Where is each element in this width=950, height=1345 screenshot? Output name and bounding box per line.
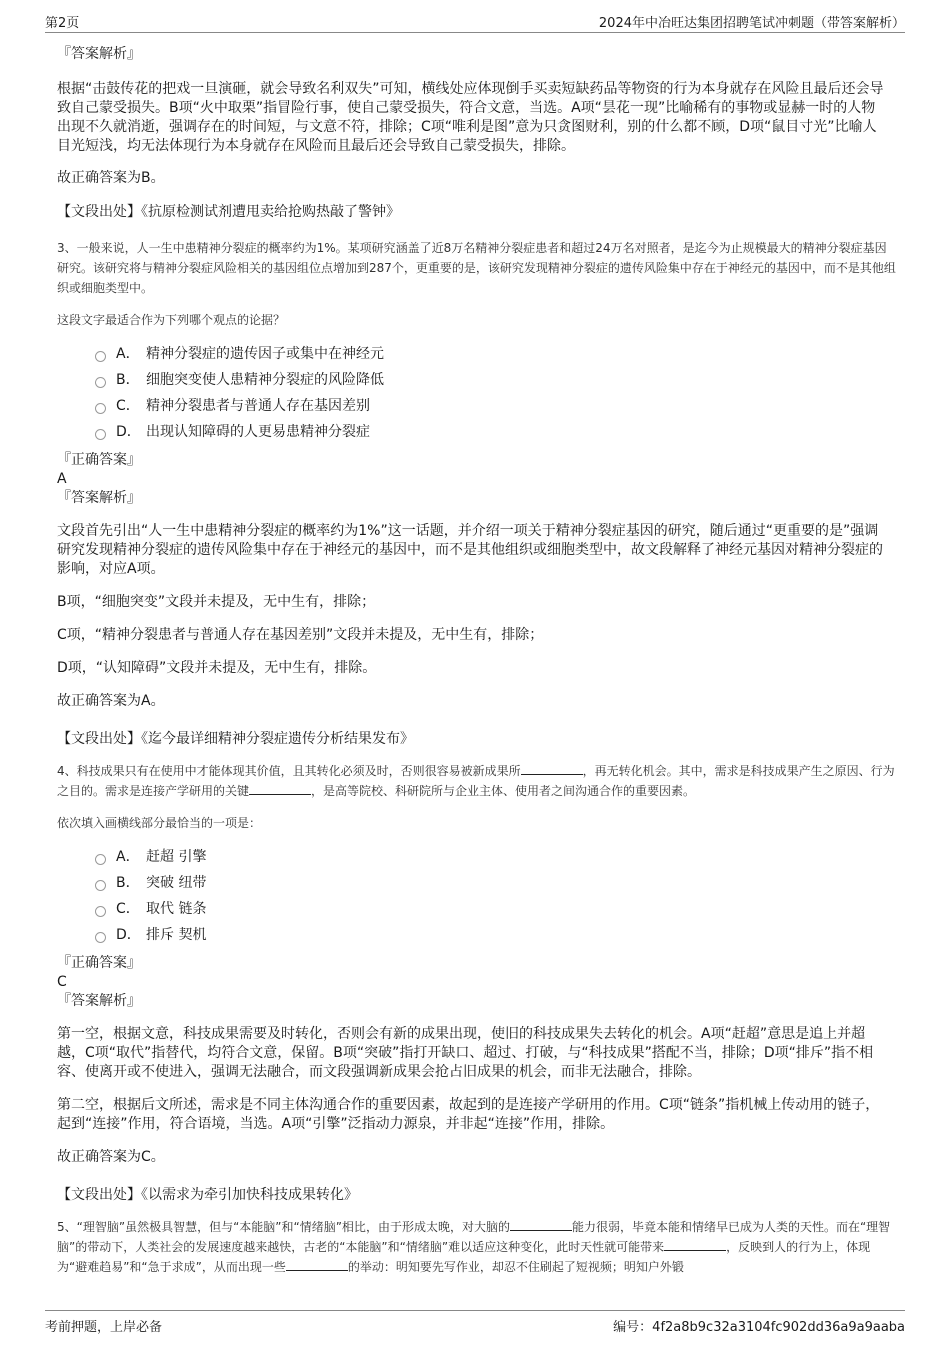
page-number: 第2页 [45,16,80,31]
q2-analysis: 根据“击鼓传花的把戏一旦演砸，就会导致名利双失”可知，横线处应体现倒手买卖短缺药品等物资的行为本身就存在风险且最后还会导致自己蒙受损失。B项“火中取栗”指冒险行事，使自己蒙受损失，符合文意，当选。A项“昙花一现”比喻稀有的事物或显赫一时的人物出现不久就消逝，强调存在的时间短，与文意不符，排除；C项“唯利是图”意为只贪图财利，别的什么都不顾，D项“鼠目寸光”比喻人目光短浅，均无法体现行为本身就存在风险而且最后还会导致自己蒙受损失，排除。 [57,81,884,154]
q4-options [95,843,897,947]
page-footer [45,1310,905,1335]
document-title: 2024年中冶旺达集团招聘笔试冲刺题（带答案解析） [598,16,905,31]
q4-question: 依次填入画横线部分最恰当的一项是： [57,816,262,830]
fill-blank [249,782,311,795]
radio-button-icon[interactable] [95,429,106,440]
radio-button-icon[interactable] [95,880,106,891]
q4-option-a[interactable]: A． 赶超 引擎 [95,843,897,869]
q3-stem: 3、一般来说，人一生中患精神分裂症的概率约为1%。某项研究涵盖了近8万名精神分裂症患者和超过24万名对照者，是迄今为止规模最大的精神分裂症基因研究。该研究将与精神分裂症风险相关的基因组位点增加到287个，更重要的是，该研究发现精神分裂症的遗传风险集中存在于神经元的基因中，而不是其他组织或细胞类型中。 [57,241,896,295]
q4-analysis-2: 第二空，根据后文所述，需求是不同主体沟通合作的重要因素，故起到的是连接产学研用的作用。C项“链条”指机械上传动用的链子，起到“连接”作用，符合语境，当选。A项“引擎”泛指动力源泉，并非起“连接”作用，排除。 [57,1097,880,1132]
analysis-label: 『答案解析』 [57,993,141,1009]
q4-option-b[interactable]: B． 突破 纽带 [95,869,897,895]
analysis-label: 『答案解析』 [57,46,141,62]
q4-option-d[interactable]: D． 排斥 契机 [95,921,897,947]
radio-button-icon[interactable] [95,854,106,865]
correct-answer-label: 『正确答案』 [57,452,141,468]
radio-button-icon[interactable] [95,906,106,917]
document-id: 编号：4f2a8b9c32a3104fc902dd36a9a9aaba [613,1320,905,1335]
q3-analysis-4: D项，“认知障碍”文段并未提及，无中生有，排除。 [57,660,377,676]
q3-analysis-3: C项，“精神分裂患者与普通人存在基因差别”文段并未提及，无中生有，排除； [57,627,544,643]
main-content [57,44,897,1277]
page-header [45,10,905,33]
radio-button-icon[interactable] [95,932,106,943]
q4-conclusion: 故正确答案为C。 [57,1149,165,1165]
q3-option-a[interactable]: A． 精神分裂症的遗传因子或集中在神经元 [95,340,897,366]
q4-stem: 4、科技成果只有在使用中才能体现其价值，且其转化必须及时，否则很容易被新成果所 ，再无转化机会。其中，需求是科技成果产生之原因、行为之目的。需求是连接产学研用的关键 ，是高等院校、科研院所与企业主体、使用者之间沟通合作的重要因素。 [57,764,895,798]
q3-options [95,340,897,444]
q3-source: 【文段出处】《迄今最详细精神分裂症遗传分析结果发布》 [57,731,414,747]
q4-option-c[interactable]: C． 取代 链条 [95,895,897,921]
radio-button-icon[interactable] [95,351,106,362]
q3-option-d[interactable]: D． 出现认知障碍的人更易患精神分裂症 [95,418,897,444]
fill-blank [510,1218,572,1231]
fill-blank [286,1258,348,1271]
radio-button-icon[interactable] [95,377,106,388]
q3-answer: A [57,471,67,487]
correct-answer-label: 『正确答案』 [57,955,141,971]
q4-source: 【文段出处】《以需求为牵引加快科技成果转化》 [57,1187,358,1203]
q3-analysis-2: B项，“细胞突变”文段并未提及，无中生有，排除； [57,594,376,610]
q2-source: 【文段出处】《抗原检测试剂遭甩卖给抢购热敲了警钟》 [57,204,400,220]
q3-question: 这段文字最适合作为下列哪个观点的论据？ [57,313,286,327]
q3-analysis-1: 文段首先引出“人一生中患精神分裂症的概率约为1%”这一话题，并介绍一项关于精神分裂症基因的研究，随后通过“更重要的是”强调研究发现精神分裂症的遗传风险集中存在于神经元的基因中，而不是其他组织或细胞类型中，故文段解释了神经元基因对精神分裂症的影响，对应A项。 [57,523,883,577]
q5-stem: 5、“理智脑”虽然极具智慧，但与“本能脑”和“情绪脑”相比，由于形成太晚，对大脑的 能力很弱，毕竟本能和情绪早已成为人类的天性。而在“理智脑”的带动下，人类社会的发展速度越来越快，古老的“本能脑”和“情绪脑”难以适应这种变化，此时天性就可能带来 ，反映到人的行为上，体现为“避难趋易”和“急于求成”，从而出现一些 的举动：明知要先写作业，却忍不住刷起了短视频；明知户外锻 [57,1220,891,1274]
q2-conclusion: 故正确答案为B。 [57,170,165,186]
q4-analysis-1: 第一空，根据文意，科技成果需要及时转化，否则会有新的成果出现，使旧的科技成果失去转化的机会。A项“赶超”意思是追上并超越，C项“取代”指替代，均符合文意，保留。B项“突破”指打开缺口、超过、打破，与“科技成果”搭配不当，排除；D项“排斥”指不相容、使离开或不使进入，强调无法融合，而文段强调新成果会抢占旧成果的机会，而非无法融合，排除。 [57,1026,874,1080]
q3-option-c[interactable]: C． 精神分裂患者与普通人存在基因差别 [95,392,897,418]
q3-conclusion: 故正确答案为A。 [57,693,165,709]
fill-blank [664,1238,726,1251]
fill-blank [521,762,583,775]
q4-answer: C [57,974,67,990]
footer-slogan: 考前押题，上岸必备 [45,1320,163,1335]
analysis-label: 『答案解析』 [57,490,141,506]
q3-option-b[interactable]: B． 细胞突变使人患精神分裂症的风险降低 [95,366,897,392]
radio-button-icon[interactable] [95,403,106,414]
